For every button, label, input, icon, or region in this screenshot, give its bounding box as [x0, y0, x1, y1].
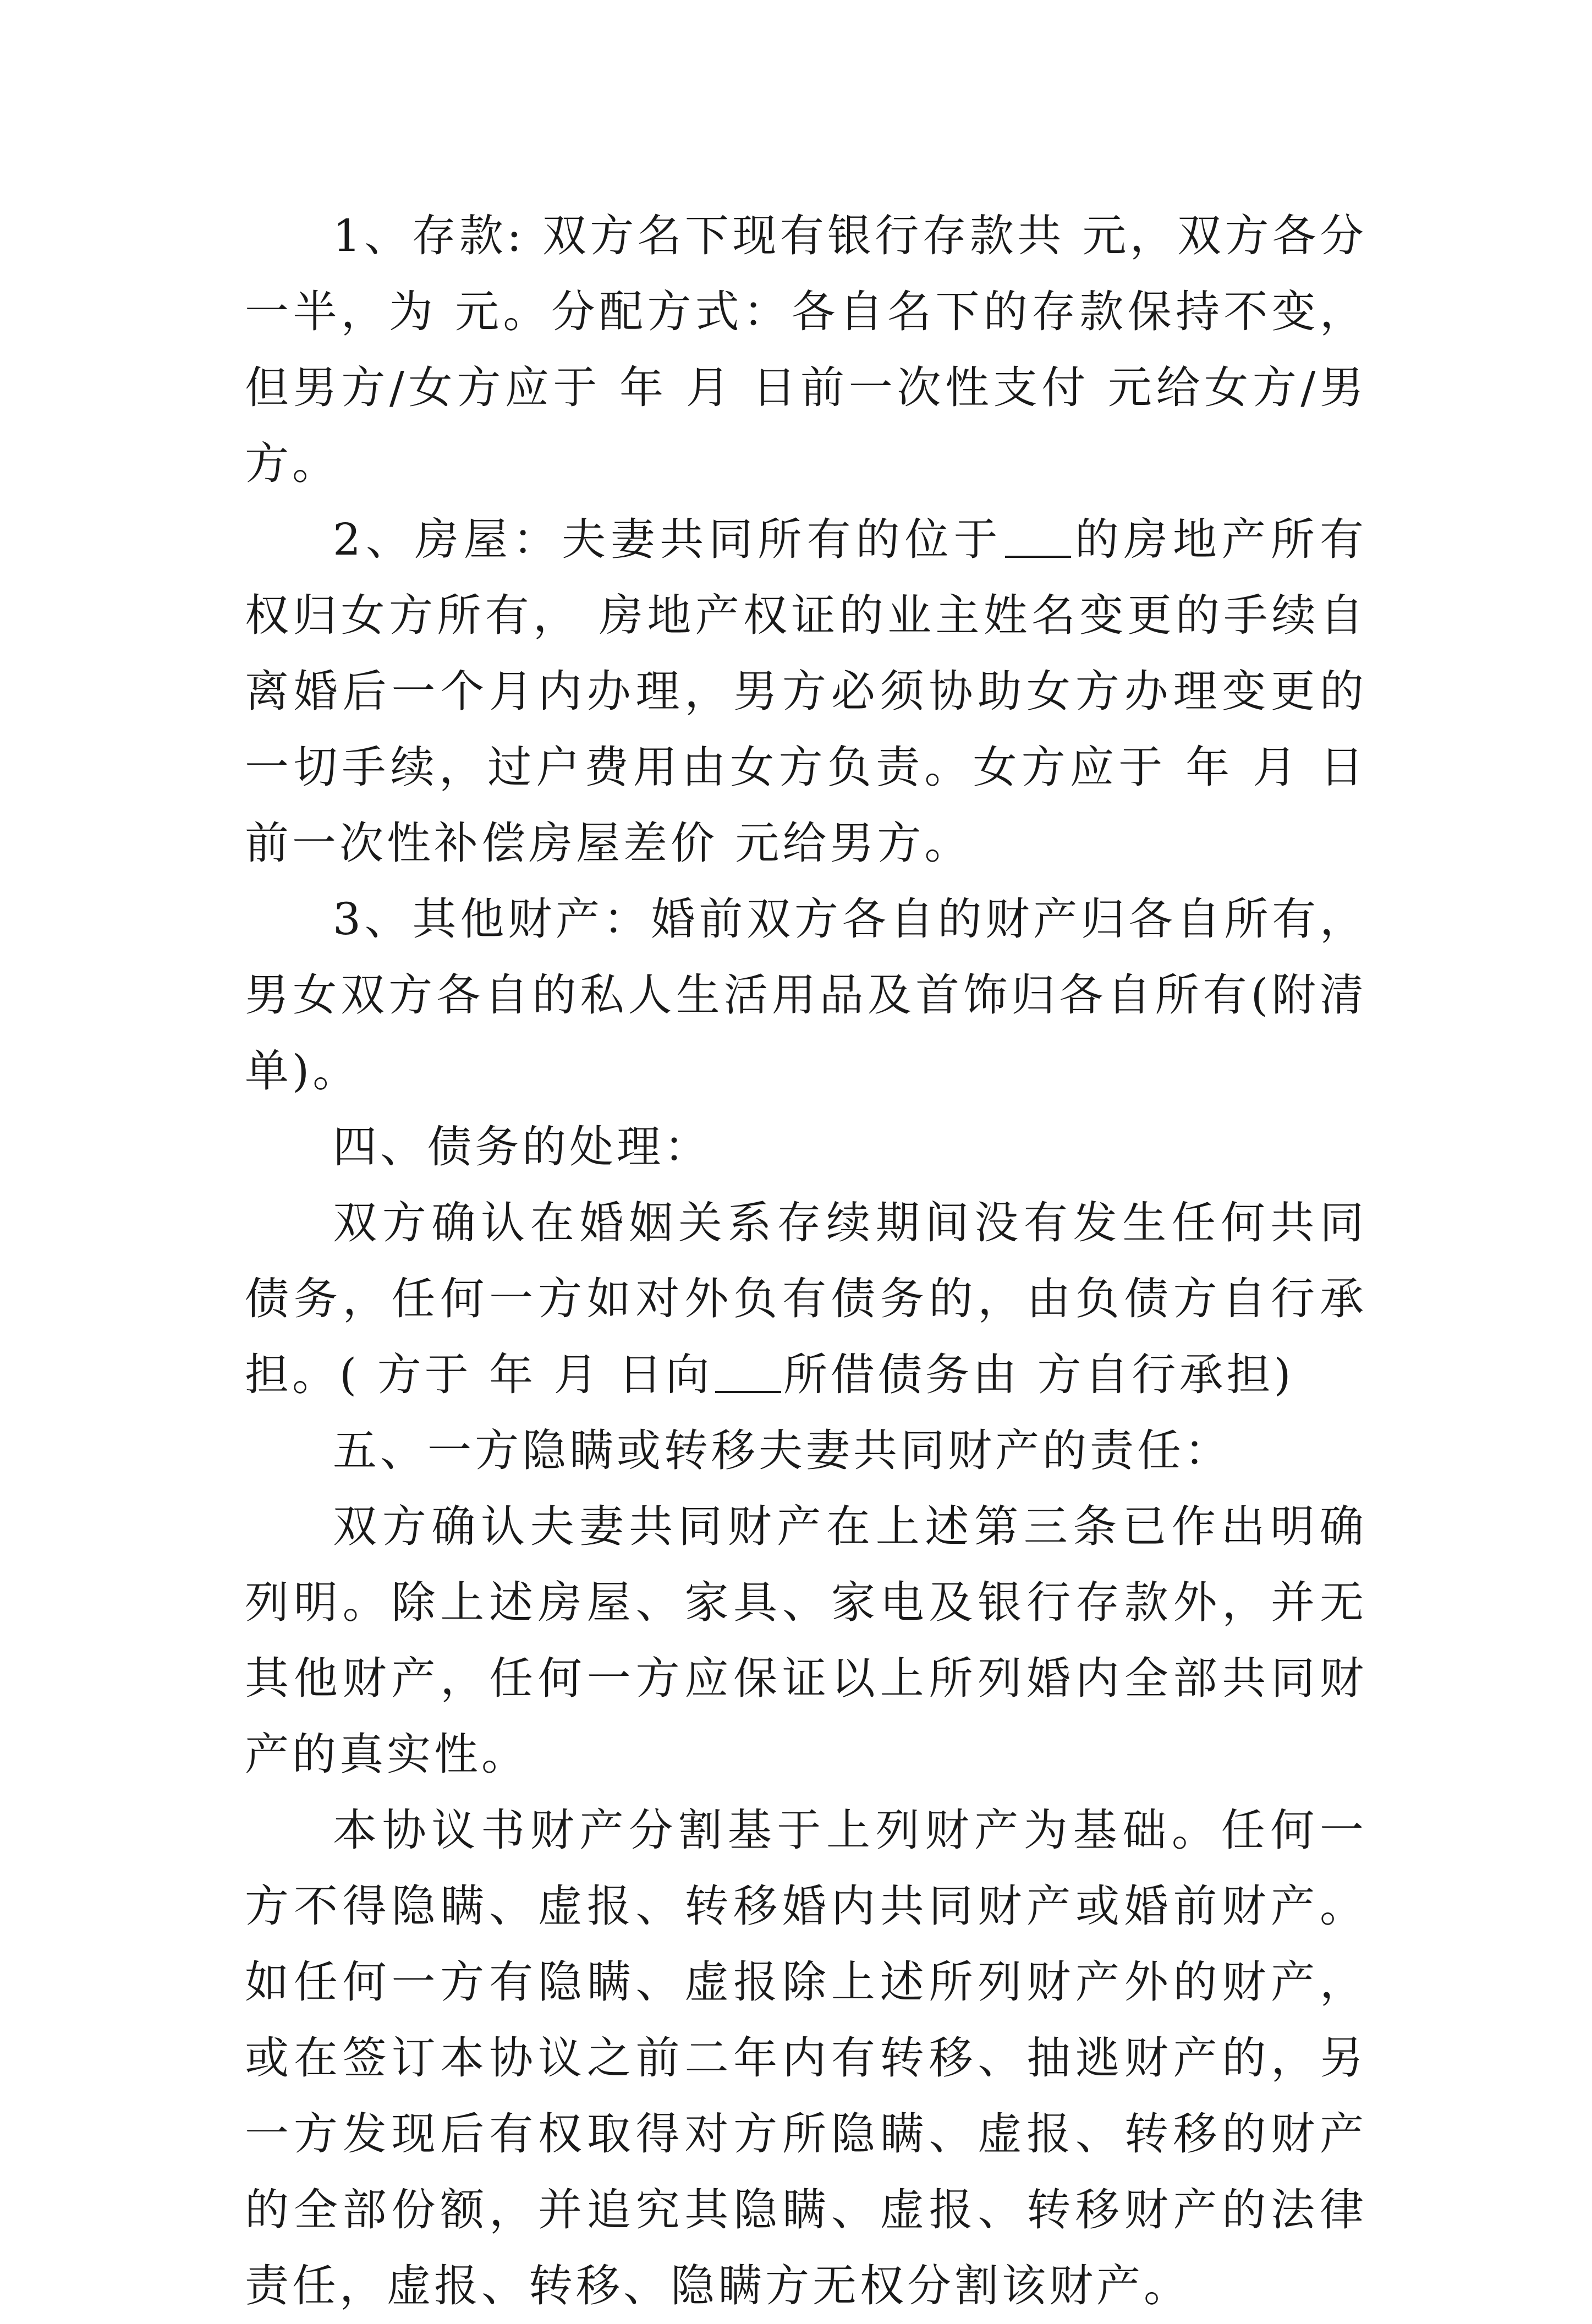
paragraph-concealment: [245, 1489, 1367, 1793]
paragraph-deposit: [245, 198, 1367, 502]
paragraph-text: 2、房屋：夫妻共同所有的位于: [333, 514, 1003, 565]
section-heading-concealment: [245, 1413, 1367, 1489]
heading-text: 四、债务的处理：: [333, 1121, 711, 1172]
paragraph-debt: [245, 1185, 1367, 1413]
fill-in-blank: [1005, 517, 1071, 558]
paragraph-house: [245, 502, 1367, 881]
paragraph-text: 3、其他财产：婚前双方各自的财产归各自所有，男女双方各自的私人生活用品及首饰归各自所有(附清单)。: [245, 894, 1367, 1097]
paragraph-text: 双方确认夫妻共同财产在上述第三条已作出明确列明。除上述房屋、家具、家电及银行存款外，并无其他财产，任何一方应保证以上所列婚内全部共同财产的真实性。: [245, 1501, 1367, 1780]
heading-text: 五、一方隐瞒或转移夫妻共同财产的责任：: [333, 1425, 1232, 1476]
paragraph-text: 所借债务由 方自行承担): [783, 1349, 1294, 1400]
paragraph-text: 1、存款: 双方名下现有银行存款共 元，双方各分一半，为 元。分配方式：各自名下的存款保持不变，但男方/女方应于 年 月 日前一次性支付 元给女方/男方。: [245, 210, 1367, 489]
section-heading-debt: [245, 1109, 1367, 1185]
document-body: [245, 198, 1367, 2324]
paragraph-text: 本协议书财产分割基于上列财产为基础。任何一方不得隐瞒、虚报、转移婚内共同财产或婚前财产。如任何一方有隐瞒、虚报除上述所列财产外的财产，或在签订本协议之前二年内有转移、抽逃财产的，另一方发现后有权取得对方所隐瞒、虚报、转移的财产的全部份额，并追究其隐瞒、虚报、转移财产的法律责任，虚报、转移、隐瞒方无权分割该财产。: [245, 1805, 1367, 2311]
paragraph-agreement-basis: [245, 1793, 1367, 2324]
paragraph-text: 的房地产所有权归女方所有， 房地产权证的业主姓名变更的手续自离婚后一个月内办理，男方必须协助女方办理变更的一切手续，过户费用由女方负责。女方应于 年 月 日前一次性补偿房屋差价 元给男方。: [245, 514, 1367, 869]
fill-in-blank: [715, 1352, 781, 1393]
paragraph-other-property: [245, 881, 1367, 1109]
paragraph-text: 双方确认在婚姻关系存续期间没有发生任何共同债务，任何一方如对外负有债务的，由负债方自行承担。( 方于 年 月 日向: [245, 1197, 1367, 1400]
